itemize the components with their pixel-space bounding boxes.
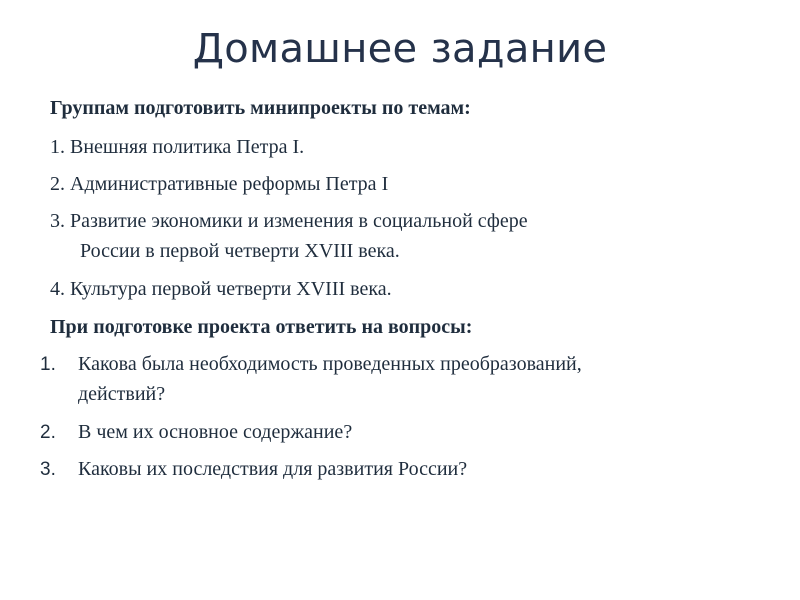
topic-item: 2. Административные реформы Петра I xyxy=(50,173,389,195)
question-marker: 2. xyxy=(40,422,56,443)
topic-item: 1. Внешняя политика Петра I. xyxy=(50,136,305,158)
question-item: Какова была необходимость проведенных преобразований, xyxy=(78,353,582,375)
question-item: Каковы их последствия для развития России? xyxy=(78,458,468,480)
questions-heading: При подготовке проекта ответить на вопросы: xyxy=(50,316,473,338)
question-item: В чем их основное содержание? xyxy=(78,421,353,443)
topic-item-continuation: России в первой четверти XVIII века. xyxy=(80,240,400,262)
topic-item: 4. Культура первой четверти XVIII века. xyxy=(50,278,392,300)
question-marker: 1. xyxy=(40,354,56,375)
topic-item: 3. Развитие экономики и изменения в социальной сфере xyxy=(50,210,528,232)
slide-title: Домашнее задание xyxy=(192,26,608,72)
question-marker: 3. xyxy=(40,459,56,480)
intro-text: Группам подготовить минипроекты по темам: xyxy=(50,97,471,119)
question-item-continuation: действий? xyxy=(78,383,166,405)
